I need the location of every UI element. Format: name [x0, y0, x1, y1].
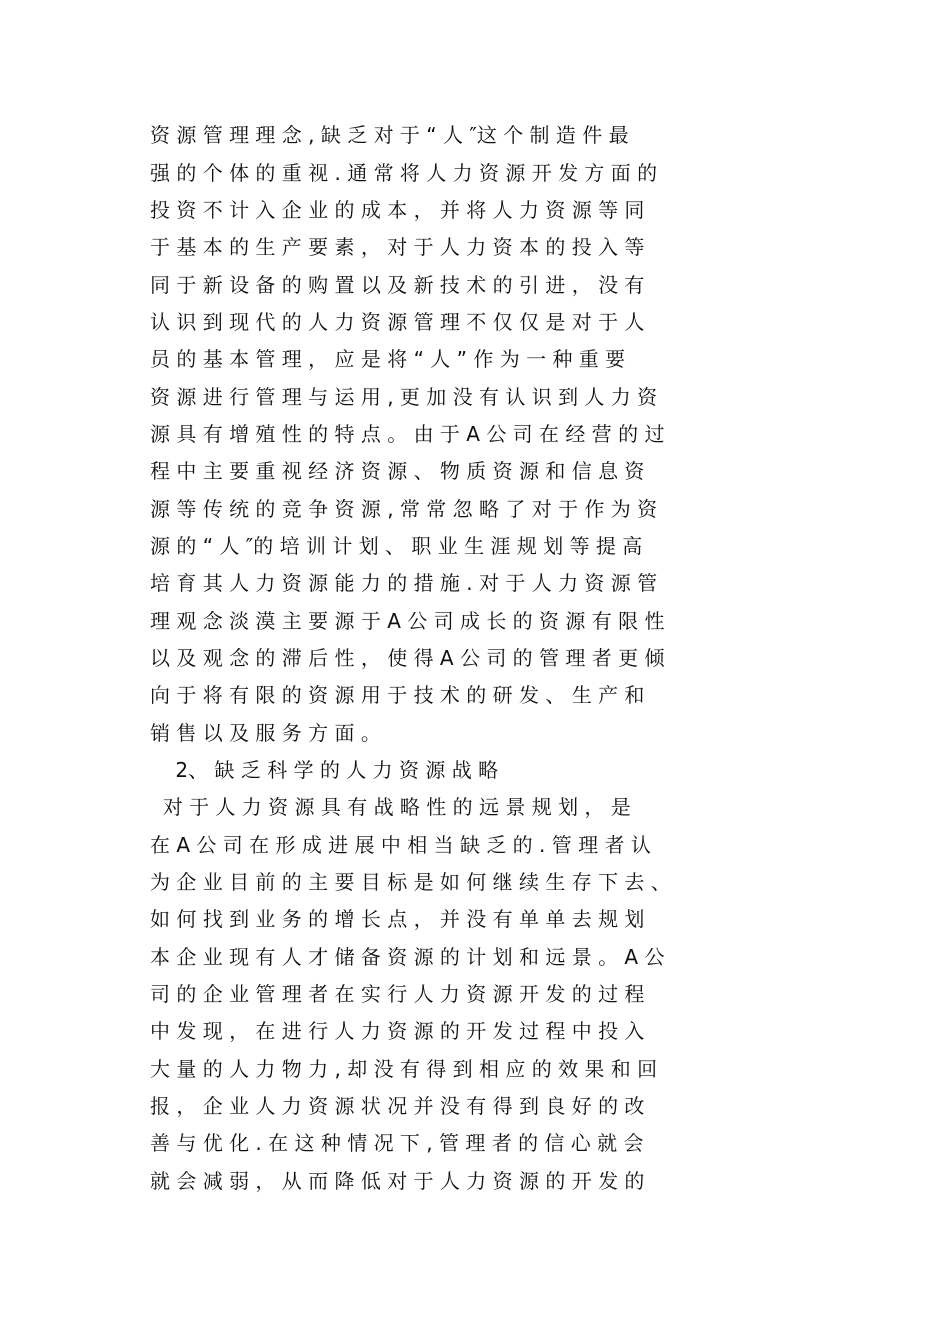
text-line: 以 及 观 念 的 滞 后 性 ， 使 得 A 公 司 的 管 理 者 更 倾: [150, 646, 665, 670]
text-line: 强 的 个 体 的 重 视 . 通 常 将 人 力 资 源 开 发 方 面 的: [150, 161, 658, 185]
text-line: 员 的 基 本 管 理 ， 应 是 将 “ 人 ” 作 为 一 种 重 要: [150, 347, 626, 371]
text-line: 培 育 其 人 力 资 源 能 力 的 措 施 . 对 于 人 力 资 源 管: [150, 571, 658, 595]
text-line: 同 于 新 设 备 的 购 置 以 及 新 技 术 的 引 进 ， 没 有: [150, 273, 645, 297]
text-line: 就 会 减 弱 ， 从 而 降 低 对 于 人 力 资 源 的 开 发 的: [150, 1169, 645, 1193]
text-line: 向 于 将 有 限 的 资 源 用 于 技 术 的 研 发 、 生 产 和: [150, 683, 645, 707]
text-line: 认 识 到 现 代 的 人 力 资 源 管 理 不 仅 仅 是 对 于 人: [150, 310, 645, 334]
text-line: 本 企 业 现 有 人 才 储 备 资 源 的 计 划 和 远 景 。 A 公: [150, 945, 665, 969]
text-line: 为 企 业 目 前 的 主 要 目 标 是 如 何 继 续 生 存 下 去 、: [150, 870, 671, 894]
text-line: 程 中 主 要 重 视 经 济 资 源 、 物 质 资 源 和 信 息 资: [150, 459, 645, 483]
text-line: 资 源 进 行 管 理 与 运 用 , 更 加 没 有 认 识 到 人 力 资: [150, 385, 658, 409]
text-line: 在 A 公 司 在 形 成 进 展 中 相 当 缺 乏 的 . 管 理 者 认: [150, 833, 651, 857]
text-line: 中 发 现 ， 在 进 行 人 力 资 源 的 开 发 过 程 中 投 入: [150, 1019, 645, 1043]
section-heading: 2、 缺 乏 科 学 的 人 力 资 源 战 略: [150, 758, 499, 782]
text-line: 理 观 念 淡 漠 主 要 源 于 A 公 司 成 长 的 资 源 有 限 性: [150, 609, 665, 633]
text-line: 对 于 人 力 资 源 具 有 战 略 性 的 远 景 规 划 ， 是: [150, 795, 631, 819]
text-line: 资 源 管 理 理 念 , 缺 乏 对 于 “ 人 ″这 个 制 造 件 最: [150, 123, 629, 147]
text-line: 善 与 优 化 . 在 这 种 情 况 下 , 管 理 者 的 信 心 就 会: [150, 1131, 644, 1155]
text-line: 司 的 企 业 管 理 者 在 实 行 人 力 资 源 开 发 的 过 程: [150, 982, 645, 1006]
text-line: 报 ， 企 业 人 力 资 源 状 况 并 没 有 得 到 良 好 的 改: [150, 1094, 645, 1118]
text-line: 源 的 “ 人 ″的 培 训 计 划 、 职 业 生 涯 规 划 等 提 高: [150, 534, 643, 558]
text-line: 源 等 传 统 的 竞 争 资 源 , 常 常 忽 略 了 对 于 作 为 资: [150, 497, 658, 521]
text-line: 销 售 以 及 服 务 方 面 。: [150, 721, 381, 745]
text-line: 如 何 找 到 业 务 的 增 长 点 ， 并 没 有 单 单 去 规 划: [150, 907, 645, 931]
text-line: 源 具 有 增 殖 性 的 特 点 。 由 于 A 公 司 在 经 营 的 过: [150, 422, 665, 446]
text-line: 于 基 本 的 生 产 要 素 ， 对 于 人 力 资 本 的 投 入 等: [150, 235, 645, 259]
text-line: 投 资 不 计 入 企 业 的 成 本 ， 并 将 人 力 资 源 等 同: [150, 198, 645, 222]
text-line: 大 量 的 人 力 物 力 , 却 没 有 得 到 相 应 的 效 果 和 回: [150, 1057, 658, 1081]
